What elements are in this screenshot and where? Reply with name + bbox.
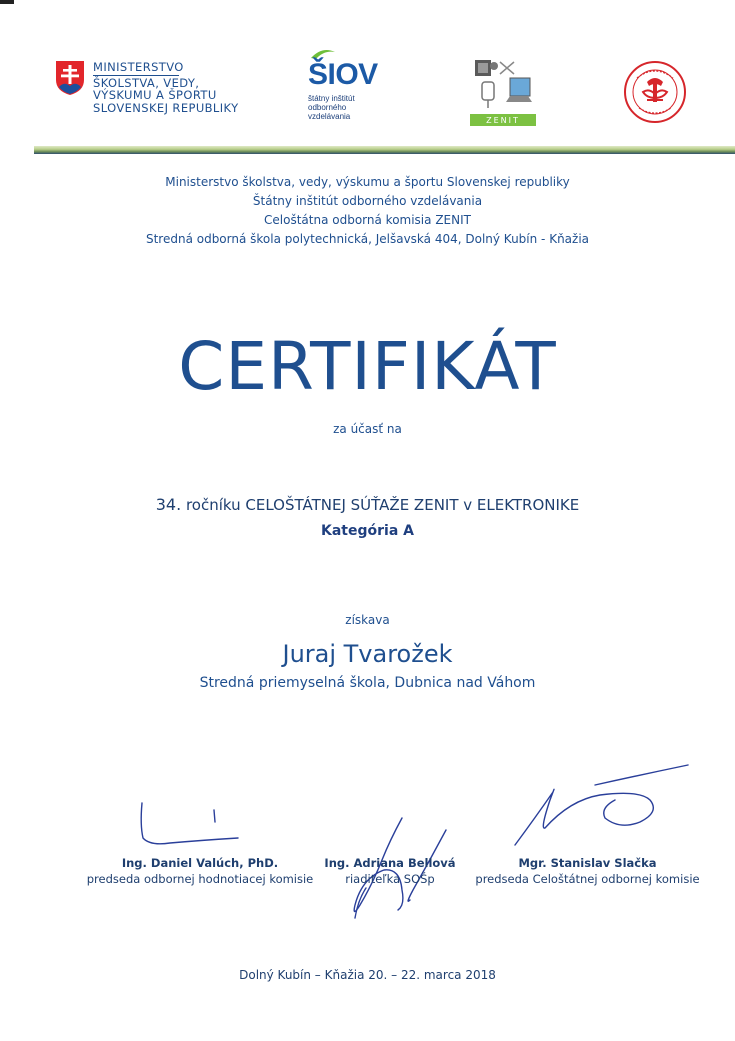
category-label: Kategória A [321,523,414,539]
recipient-name: Juraj Tvarožek [282,640,453,668]
certificate-title: CERTIFIKÁT [178,328,557,405]
zenit-logo [470,56,536,126]
siov-logo [308,48,378,121]
signatory-role: predseda Celoštátnej odbornej komisie [475,872,700,886]
laptop-icon [510,78,530,96]
header-divider [34,146,735,154]
signatory-name: Mgr. Stanislav Slačka [518,856,657,870]
scan-corner-mark [0,0,14,4]
ministry-logo-line: VÝSKUMU A ŠPORTU [93,88,217,102]
competition-name: ročníku CELOŠTÁTNEJ SÚŤAŽE ZENIT v ELEKTRONIKE [185,496,580,514]
siov-logo-line: štátny inštitút [308,94,355,103]
component-icon [482,82,494,100]
competition-number: 34. [155,495,182,514]
organizer-line: Štátny inštitút odborného vzdelávania [252,194,483,208]
signatory-name: Ing. Daniel Valúch, PhD. [121,856,279,870]
signatory-role: riaditeľka SOŠp [345,872,435,886]
signature-block [465,855,710,887]
ministry-coat-of-arms-icon [55,60,85,100]
organizers-block [0,173,735,249]
siov-logo-line: vzdelávania [308,112,351,121]
signatory-role: predseda odbornej hodnotiacej komisie [86,872,314,886]
ministry-logo-line: MINISTERSTVO [93,60,184,74]
signature-valuch [141,803,238,844]
organizer-line: Stredná odborná škola polytechnická, Jelšavská 404, Dolný Kubín - Kňažia [145,232,590,246]
organizer-line: Ministerstvo školstva, vedy, výskumu a športu Slovenskej republiky [165,175,570,189]
siov-logo-name: ŠIOV [308,58,378,91]
participation-text: za účasť na [333,422,402,436]
signature-slacka [515,789,653,845]
siov-logo-subtitle [308,94,378,121]
signatory-name: Ing. Adriana Bellová [324,856,456,870]
competition-line [0,495,735,514]
awarded-text: získava [345,613,390,627]
signature-block [70,855,330,887]
ministry-logo-text [93,61,239,114]
organizer-line: Celoštátna odborná komisia ZENIT [264,213,471,227]
siov-logo-line: odborného [308,103,347,112]
ministry-logo-line: ŠKOLSTVA, VEDY, [93,75,200,90]
signature-block [300,855,480,887]
zenit-logo-label: ZENIT [486,116,520,125]
school-seal-logo [623,60,687,124]
ministry-logo-line: SLOVENSKEJ REPUBLIKY [93,100,239,115]
place-and-date: Dolný Kubín – Kňažia 20. – 22. marca 2018 [239,968,496,982]
recipient-school: Stredná priemyselná škola, Dubnica nad Váhom [199,675,536,691]
